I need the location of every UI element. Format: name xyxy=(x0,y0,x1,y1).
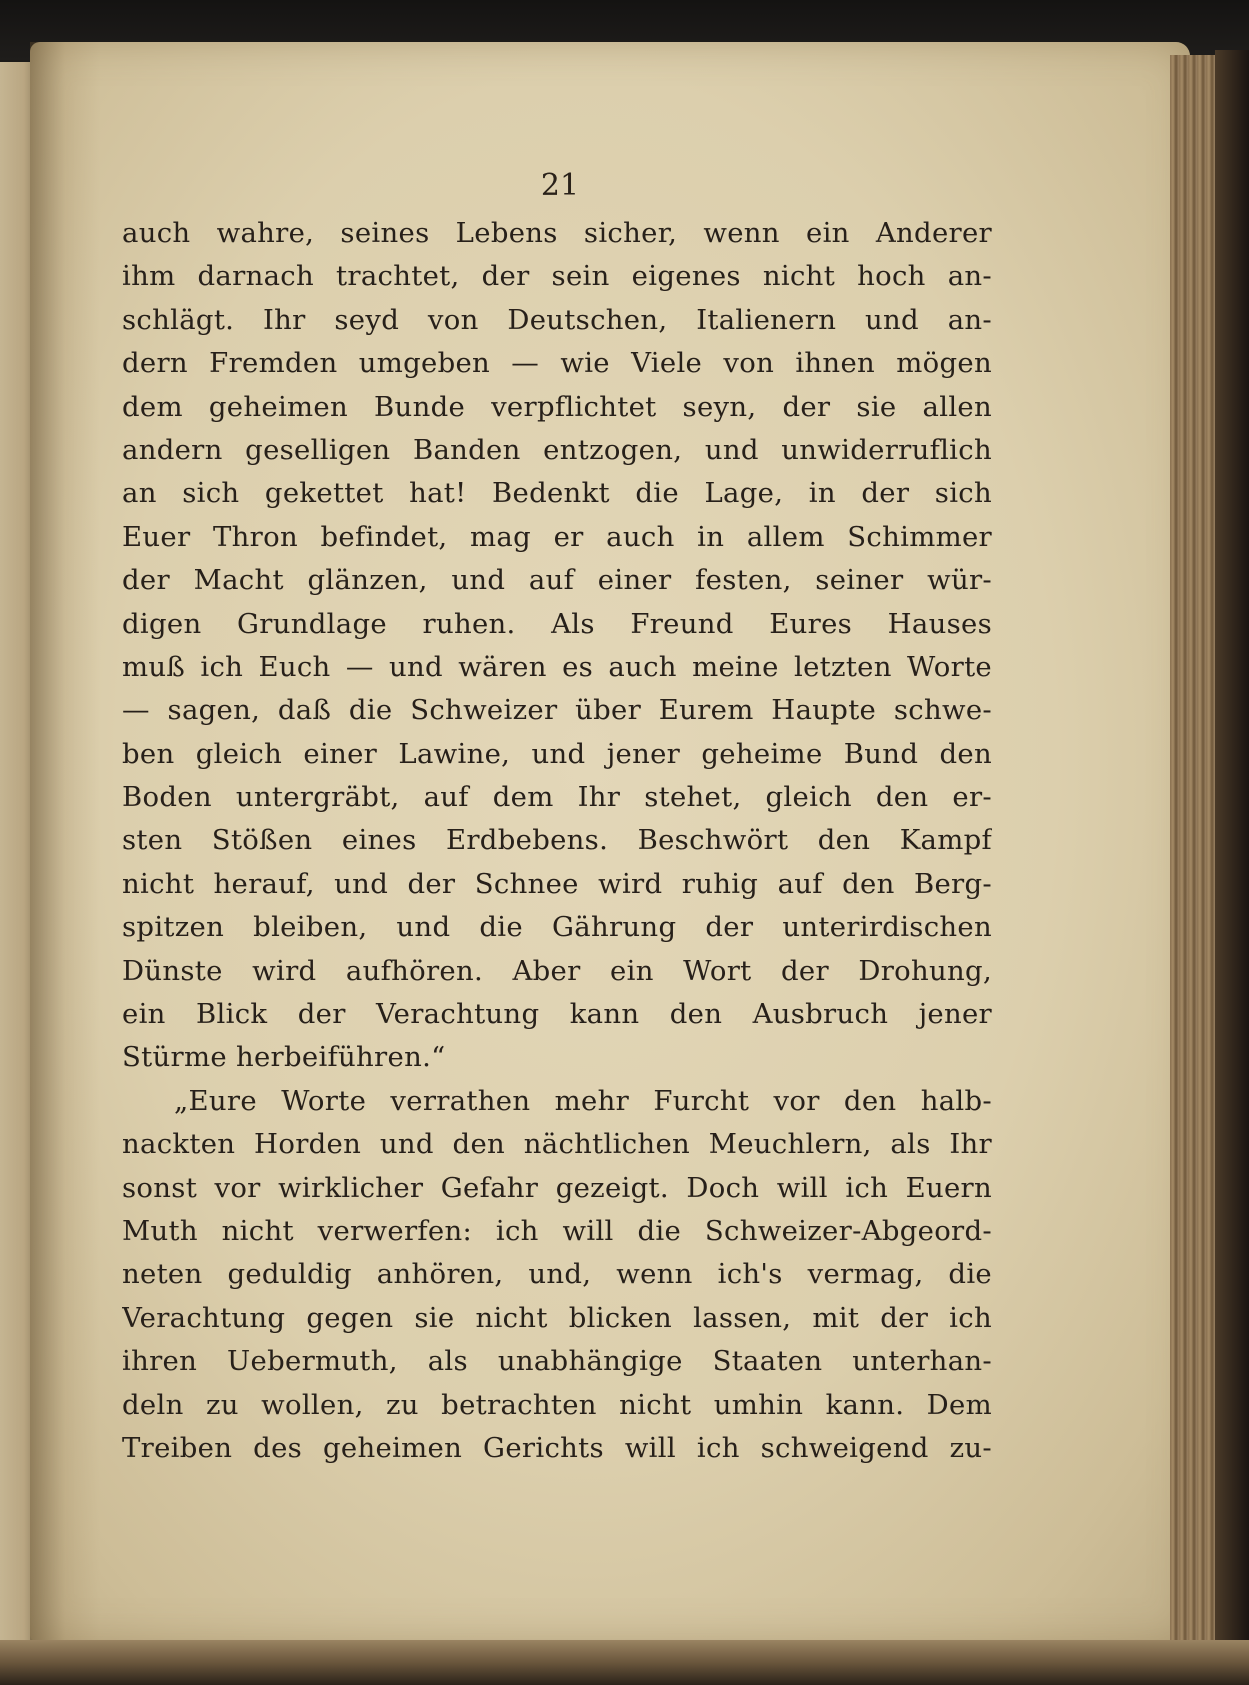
text-line: muß ich Euch — und wären es auch meine letzten Worte xyxy=(122,650,992,683)
text-line: spitzen bleiben, und die Gährung der unterirdischen xyxy=(122,911,992,944)
text-line: Stürme herbeiführen.“ xyxy=(122,1041,446,1074)
text-line: ein Blick der Verachtung kann den Ausbruch jener xyxy=(122,998,992,1031)
text-line: Euer Thron befindet, mag er auch in allem Schimmer xyxy=(122,520,992,553)
text-line: „Eure Worte verrathen mehr Furcht vor den halb- xyxy=(174,1084,992,1117)
page-bottom-edge xyxy=(0,1640,1249,1685)
page-number: 21 xyxy=(540,168,580,203)
text-line: digen Grundlage ruhen. Als Freund Eures Hauses xyxy=(122,607,992,640)
text-line: ben gleich einer Lawine, und jener geheime Bund den xyxy=(122,737,992,770)
text-line: Muth nicht verwerfen: ich will die Schweizer-Abgeord- xyxy=(122,1214,992,1247)
text-line: der Macht glänzen, und auf einer festen, seiner wür- xyxy=(122,564,992,597)
text-line: Verachtung gegen sie nicht blicken lassen, mit der ich xyxy=(122,1301,992,1334)
text-line: sonst vor wirklicher Gefahr gezeigt. Doch will ich Euern xyxy=(122,1171,992,1204)
text-line: — sagen, daß die Schweizer über Eurem Haupte schwe- xyxy=(122,694,992,727)
text-line: Boden untergräbt, auf dem Ihr stehet, gleich den er- xyxy=(122,781,992,814)
body-text xyxy=(122,212,992,1470)
text-line: dem geheimen Bunde verpflichtet seyn, der sie allen xyxy=(122,390,992,423)
text-line: ihm darnach trachtet, der sein eigenes nicht hoch an- xyxy=(122,260,992,293)
text-line: nackten Horden und den nächtlichen Meuchlern, als Ihr xyxy=(122,1128,992,1161)
text-line: sten Stößen eines Erdbebens. Beschwört den Kampf xyxy=(122,824,992,857)
page-gutter-shadow xyxy=(30,42,100,1642)
text-line: schlägt. Ihr seyd von Deutschen, Italienern und an- xyxy=(122,303,992,336)
text-line: dern Fremden umgeben — wie Viele von ihnen mögen xyxy=(122,347,992,380)
text-line: an sich gekettet hat! Bedenkt die Lage, in der sich xyxy=(122,477,992,510)
text-line: Treiben des geheimen Gerichts will ich schweigend zu- xyxy=(122,1431,992,1464)
text-line: andern geselligen Banden entzogen, und unwiderruflich xyxy=(122,433,992,466)
text-line: ihren Uebermuth, als unabhängige Staaten unterhan- xyxy=(122,1345,992,1378)
book-cover-edge xyxy=(1215,50,1249,1650)
text-line: neten geduldig anhören, und, wenn ich's vermag, die xyxy=(122,1258,992,1291)
text-line: auch wahre, seines Lebens sicher, wenn ein Anderer xyxy=(122,217,992,249)
text-line: deln zu wollen, zu betrachten nicht umhin kann. Dem xyxy=(122,1388,992,1421)
text-line: Dünste wird aufhören. Aber ein Wort der Drohung, xyxy=(122,954,992,987)
text-line: nicht herauf, und der Schnee wird ruhig auf den Berg- xyxy=(122,867,992,900)
